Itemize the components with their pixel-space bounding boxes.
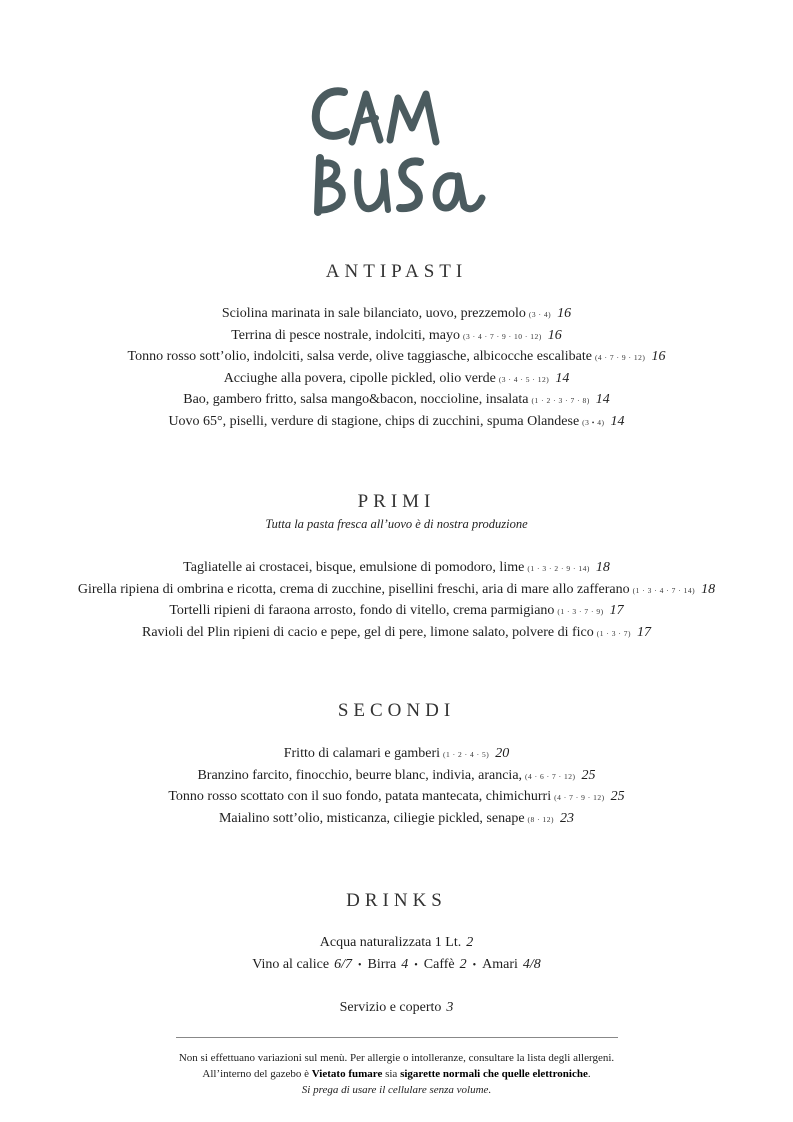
drink-name: Caffè (423, 957, 455, 972)
allergen-codes: (4 · 7 · 9 · 12) (554, 793, 605, 802)
drink-price: 4 (401, 957, 409, 972)
dish-price: 25 (610, 789, 625, 804)
service-price: 3 (446, 1000, 454, 1015)
dish-name: Fritto di calamari e gamberi (283, 746, 441, 761)
dish-price: 14 (610, 413, 625, 429)
menu-item (0, 622, 793, 644)
dish-name: Tagliatelle ai crostacei, bisque, emulsione di pomodoro, lime (183, 560, 525, 575)
dish-price: 16 (547, 327, 562, 343)
allergen-codes: (1 · 3 · 7) (596, 628, 631, 638)
menu-item (0, 579, 793, 601)
dish-price: 17 (609, 603, 624, 618)
menu-item (0, 557, 793, 579)
allergen-codes: (8 · 12) (527, 814, 555, 824)
bullet-separator: • (414, 960, 418, 971)
footer-divider (176, 1037, 618, 1038)
menu-item (0, 389, 793, 411)
menu-item (0, 346, 793, 368)
menu-item (0, 765, 793, 787)
menu-item (0, 411, 793, 433)
dish-price: 14 (555, 370, 570, 386)
allergen-codes: (1 · 3 · 2 · 9 · 14) (527, 564, 590, 573)
drink-name: Amari (482, 957, 518, 972)
smoking-note-middle: sia (382, 1068, 401, 1080)
menu-item (0, 786, 793, 808)
dish-price: 25 (581, 767, 596, 783)
dish-name: Sciolina marinata in sale bilanciato, uovo, prezzemolo (221, 306, 526, 321)
dish-name: Terrina di pesce nostrale, indolciti, mayo (231, 327, 461, 343)
dish-name: Bao, gambero fritto, salsa mango&bacon, noccioline, insalata (183, 392, 529, 407)
section-title-primi: PRIMI (357, 491, 436, 512)
dish-name: Tonno rosso scottato con il suo fondo, patata mantecata, chimichurri (168, 789, 552, 804)
dish-name: Maialino sott’olio, misticanza, ciliegie pickled, senape (218, 810, 525, 826)
dish-name: Branzino farcito, finocchio, beurre blanc, indivia, arancia, (197, 767, 523, 783)
allergen-codes: (1 · 2 · 3 · 7 · 8) (531, 396, 590, 405)
drink-name: Vino al calice (252, 957, 330, 972)
dish-price: 16 (651, 349, 666, 364)
drink-price: 2 (459, 957, 467, 972)
smoking-note-bold-2: sigarette normali che quelle elettroniche (400, 1068, 588, 1080)
allergen-codes: (3 · 4 · 5 · 12) (498, 374, 550, 384)
drink-name: Birra (367, 957, 397, 972)
allergen-codes: (3 · 4) (528, 310, 552, 319)
service-name: Servizio e coperto (339, 1000, 442, 1015)
menu-item (0, 743, 793, 765)
cambusa-logo (306, 80, 486, 225)
cambusa-logo-mark (306, 80, 486, 225)
bullet-separator: • (357, 960, 362, 971)
dish-name: Uovo 65°, piselli, verdure di stagione, chips di zucchini, spuma Olandese (168, 413, 580, 429)
drink-price: 4/8 (522, 957, 541, 972)
dish-price: 18 (701, 581, 716, 597)
secondi-list (0, 743, 793, 829)
smoking-note-bold-1: Vietato fumare (311, 1068, 383, 1080)
footer-note-phone: Si prega di usare il cellulare senza volume. (301, 1084, 492, 1096)
primi-subtitle: Tutta la pasta fresca all’uovo è di nostra produzione (265, 517, 528, 531)
allergen-codes: (3 · 4 · 7 · 9 · 10 · 12) (463, 331, 542, 341)
footer-note-smoking (0, 1068, 793, 1080)
dish-price: 17 (637, 624, 651, 640)
menu-item (0, 600, 793, 622)
section-title-antipasti: ANTIPASTI (325, 261, 468, 282)
drink-water-line (0, 935, 793, 951)
smoking-note-suffix: . (587, 1068, 591, 1080)
section-title-drinks: DRINKS (346, 890, 447, 911)
section-title-secondi: SECONDI (337, 700, 456, 721)
dish-price: 18 (595, 560, 610, 575)
dish-name: Tortelli ripieni di faraona arrosto, fondo di vitello, crema parmigiano (169, 603, 555, 618)
allergen-codes: (4 · 6 · 7 · 12) (525, 771, 576, 781)
dish-name: Acciughe alla povera, cipolle pickled, olio verde (223, 370, 496, 386)
antipasti-list (0, 303, 793, 432)
allergen-codes: (1 · 3 · 7 · 9) (557, 607, 604, 616)
menu-item (0, 325, 793, 347)
drinks-combined-line (0, 957, 793, 973)
footer-note-allergens: Non si effettuano variazioni sul menù. Per allergie o intolleranze, consultare la lista degli allergeni. (178, 1052, 615, 1064)
allergen-codes: (1 · 3 · 4 · 7 · 14) (632, 585, 696, 595)
drink-price: 6/7 (334, 957, 352, 972)
menu-item (0, 808, 793, 830)
allergen-codes: (1 · 2 · 4 · 5) (443, 750, 490, 759)
drink-price: 2 (466, 935, 474, 950)
menu-item (0, 368, 793, 390)
menu-item (0, 303, 793, 325)
dish-name: Tonno rosso sott’olio, indolciti, salsa verde, olive taggiasche, albicocche escalibate (127, 349, 592, 364)
dish-price: 16 (557, 306, 572, 321)
dish-price: 23 (560, 810, 575, 826)
dish-price: 14 (595, 392, 610, 407)
dish-name: Ravioli del Plin ripieni di cacio e pepe, gel di pere, limone salato, polvere di fico (141, 624, 594, 640)
primi-list (0, 557, 793, 643)
smoking-note-prefix: All’interno del gazebo è (202, 1068, 312, 1080)
allergen-codes: (3 • 4) (582, 417, 605, 427)
bullet-separator: • (472, 960, 477, 971)
dish-name: Girella ripiena di ombrina e ricotta, crema di zucchine, pisellini freschi, aria di mare allo zafferano (77, 581, 630, 597)
allergen-codes: (4 · 7 · 9 · 12) (594, 353, 646, 362)
service-charge-line (0, 1000, 793, 1016)
drink-name: Acqua naturalizzata 1 Lt. (319, 935, 462, 950)
dish-price: 20 (495, 746, 510, 761)
